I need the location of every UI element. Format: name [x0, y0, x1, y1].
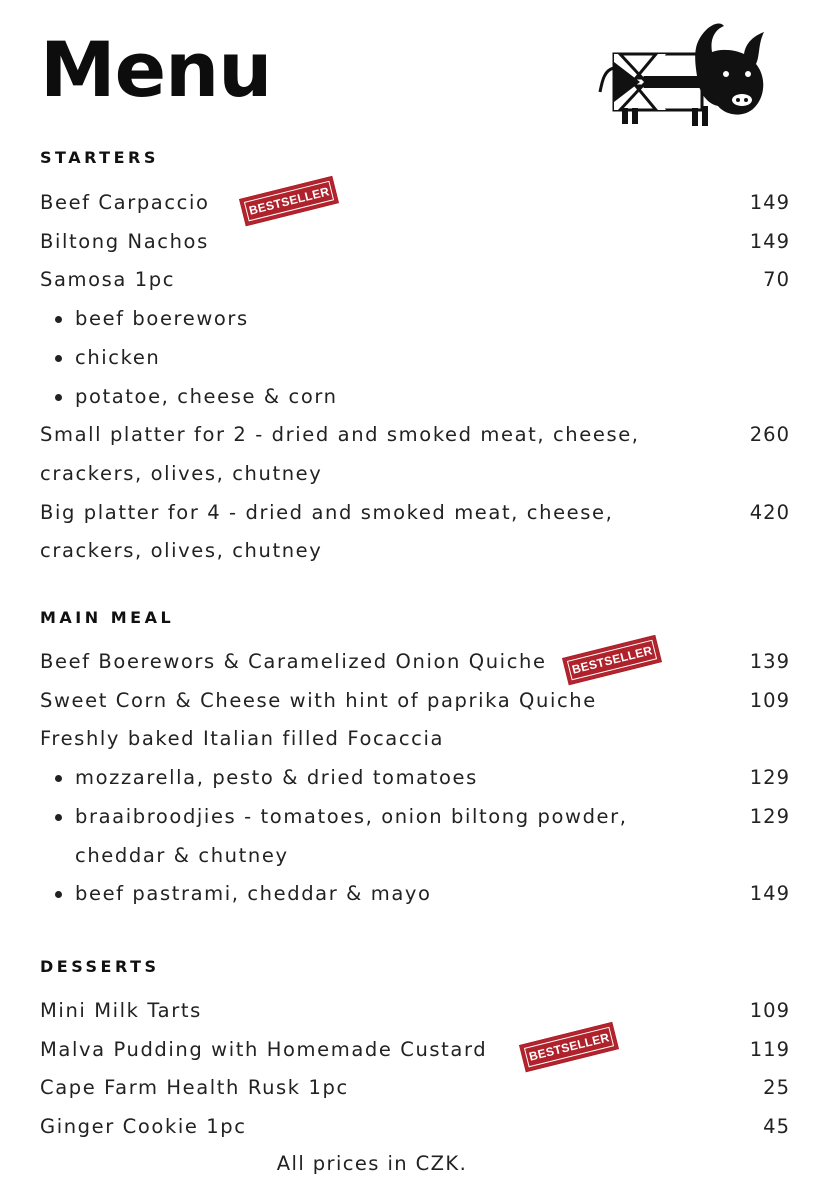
- item-name: Small platter for 2 - dried and smoked meat, cheese, crackers, olives, chutney: [40, 423, 640, 485]
- item-price: 119: [749, 1037, 790, 1061]
- item-name: Sweet Corn & Cheese with hint of paprika Quiche: [40, 688, 597, 712]
- item-name: Beef Carpaccio: [40, 191, 210, 214]
- menu-item: [40, 682, 790, 721]
- item-name: Samosa 1pc: [40, 268, 176, 292]
- item-name: chicken: [40, 339, 790, 378]
- menu-sub-item: [40, 875, 790, 914]
- menu-item: [40, 720, 790, 759]
- item-price: 139: [749, 650, 790, 673]
- item-name: Big platter for 4 - dried and smoked meat, cheese, crackers, olives, chutney: [40, 500, 614, 563]
- item-name: Ginger Cookie 1pc: [40, 1115, 247, 1139]
- item-price: 109: [749, 688, 790, 712]
- section-starters: [40, 148, 790, 571]
- section-heading: DESSERTS: [40, 957, 160, 976]
- menu-item: [40, 184, 790, 223]
- item-price: 109: [749, 999, 790, 1022]
- menu-item: [40, 223, 790, 262]
- page-title: Menu: [40, 25, 272, 114]
- item-name: beef pastrami, cheddar & mayo: [40, 875, 730, 914]
- section-desserts: [40, 957, 790, 1147]
- bestseller-badge: BESTSELLER: [519, 1022, 619, 1072]
- menu-sub-item: [40, 378, 790, 417]
- bestseller-badge: BESTSELLER: [562, 634, 662, 684]
- item-name: Beef Boerewors & Caramelized Onion Quiche: [40, 650, 547, 673]
- item-name: braaibroodjies - tomatoes, onion biltong powder, cheddar & chutney: [40, 798, 730, 875]
- section-heading: MAIN MEAL: [40, 608, 175, 627]
- item-price: 129: [749, 804, 790, 828]
- menu-item: [40, 261, 790, 300]
- section-heading: STARTERS: [40, 148, 159, 167]
- menu-item: [40, 416, 790, 493]
- menu-sub-item: [40, 759, 790, 798]
- item-price: 149: [749, 882, 790, 906]
- section-main-meal: [40, 608, 790, 914]
- menu-item: [40, 494, 790, 571]
- bestseller-badge: BESTSELLER: [239, 175, 339, 225]
- item-price: 45: [763, 1115, 790, 1139]
- item-name: Malva Pudding with Homemade Custard: [40, 1037, 488, 1061]
- price-currency-note: All prices in CZK.: [276, 1152, 468, 1175]
- item-name: Cape Farm Health Rusk 1pc: [40, 1076, 349, 1100]
- item-price: 149: [749, 191, 790, 214]
- bull-with-flag-logo: [596, 12, 772, 132]
- menu-item: [40, 643, 790, 682]
- menu-sub-item: [40, 339, 790, 378]
- menu-item: [40, 1031, 790, 1070]
- item-price: 25: [763, 1076, 790, 1100]
- item-name: beef boerewors: [40, 300, 790, 339]
- item-price: 420: [749, 500, 790, 524]
- item-price: 70: [763, 268, 790, 292]
- item-name: mozzarella, pesto & dried tomatoes: [40, 759, 730, 798]
- menu-sub-item: [40, 798, 790, 875]
- menu-item: [40, 992, 790, 1031]
- item-price: 129: [749, 766, 790, 790]
- item-name: Freshly baked Italian filled Focaccia: [40, 727, 445, 751]
- item-name: Mini Milk Tarts: [40, 999, 202, 1022]
- item-price: 149: [749, 229, 790, 253]
- item-name: Biltong Nachos: [40, 229, 209, 253]
- item-name: potatoe, cheese & corn: [40, 378, 790, 417]
- item-price: 260: [749, 423, 790, 447]
- menu-item: [40, 1069, 790, 1108]
- menu-item: [40, 1108, 790, 1147]
- menu-sub-item: [40, 300, 790, 339]
